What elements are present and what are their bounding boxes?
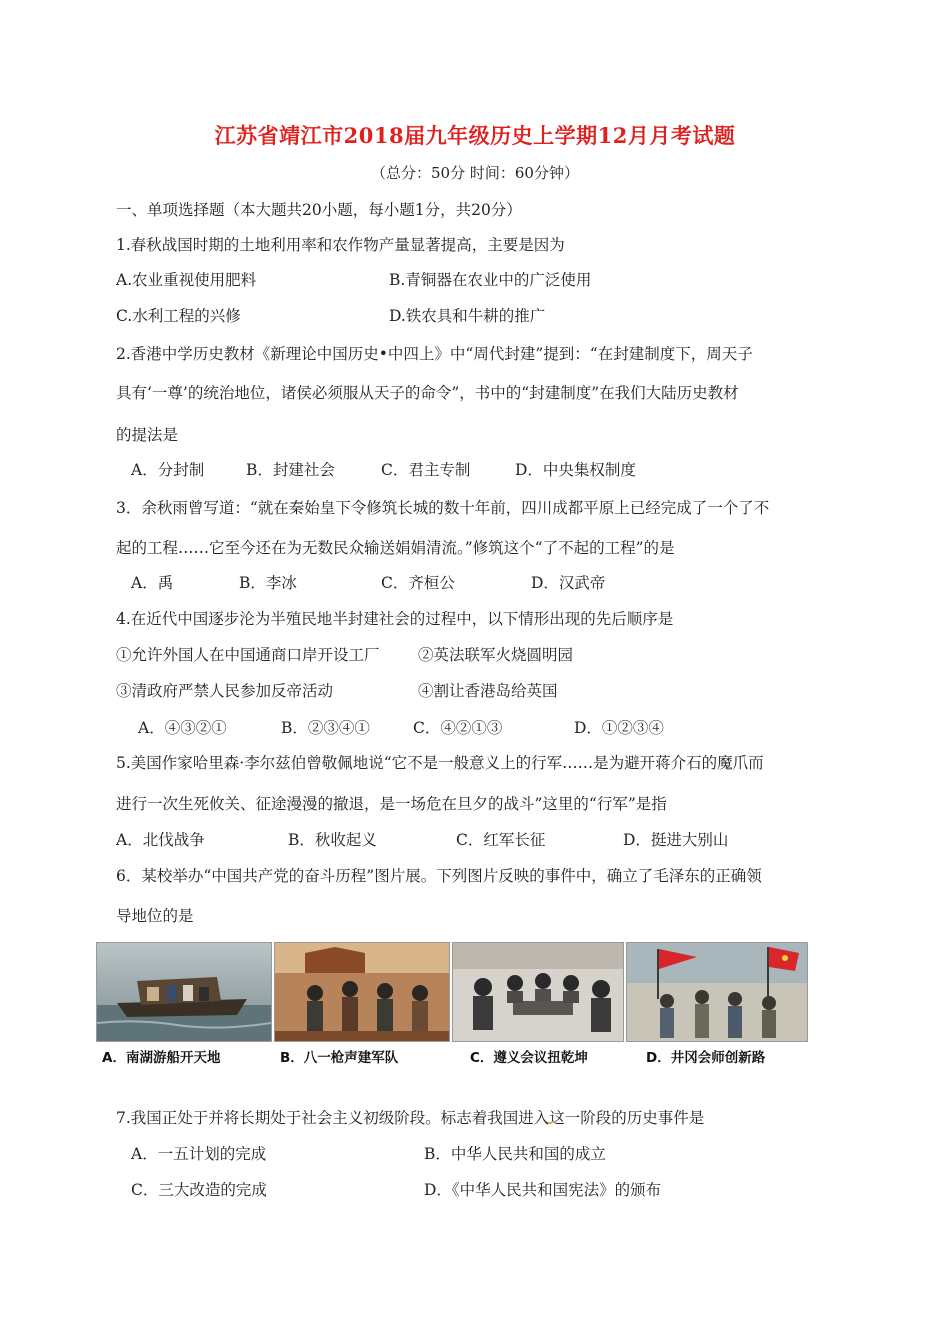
question-7-option-d: D．《中华人民共和国宪法》的颁布 [424,1181,662,1199]
page-title: 江苏省靖江市2018届九年级历史上学期12月月考试题 [214,123,736,148]
question-3-stem-line-1: 3．余秋雨曾写道：“就在秦始皇下令修筑长城的数十年前，四川成都平原上已经完成了一个了不 [116,499,770,517]
photo-caption-c: C．遵义会议扭乾坤 [470,1050,588,1066]
question-1-stem: 1.春秋战国时期的土地利用率和农作物产量显著提高，主要是因为 [116,236,565,254]
question-3-option-d: D．汉武帝 [531,574,606,592]
photo-nanhu-boat [96,942,272,1042]
question-1-option-c: C.水利工程的兴修 [116,307,241,325]
question-4-item-3: ③清政府严禁人民参加反帝活动 [116,682,334,700]
annotation-mark [547,1118,553,1124]
question-4-option-d: D．①②③④ [574,719,664,737]
question-3-option-b: B．李冰 [239,574,297,592]
question-2-option-d: D．中央集权制度 [515,461,636,479]
photo-caption-a: A．南湖游船开天地 [102,1050,221,1066]
question-1-option-d: D.铁农具和牛耕的推广 [389,307,546,325]
question-2-option-b: B．封建社会 [246,461,335,479]
question-2-option-a: A．分封制 [131,461,205,479]
question-2-option-c: C．君主专制 [381,461,471,479]
question-5-option-c: C．红军长征 [456,831,546,849]
exam-info: （总分：50分 时间：60分钟） [371,164,579,182]
question-6-stem-line-1: 6．某校举办“中国共产党的奋斗历程”图片展。下列图片反映的事件中，确立了毛泽东的正确领 [116,867,762,885]
question-6-stem-line-2: 导地位的是 [116,907,194,925]
question-5-option-a: A．北伐战争 [116,831,205,849]
photo-caption-b: B．八一枪声建军队 [280,1050,399,1066]
question-1-option-a: A.农业重视使用肥料 [116,271,257,289]
section-heading: 一、单项选择题（本大题共20小题，每小题1分，共20分） [116,201,522,219]
question-4-stem: 4.在近代中国逐步沦为半殖民地半封建社会的过程中，以下情形出现的先后顺序是 [116,610,674,628]
question-3-option-a: A．禹 [131,574,174,592]
photo-zunyi-meeting [452,942,624,1042]
question-4-option-b: B．②③④① [281,719,370,737]
question-2-stem-line-3: 的提法是 [116,426,179,444]
photo-caption-d: D．井冈会师创新路 [646,1050,766,1066]
question-4-item-1: ①允许外国人在中国通商口岸开设工厂 [116,646,380,664]
question-7-stem: 7.我国正处于并将长期处于社会主义初级阶段。标志着我国进入这一阶段的历史事件是 [116,1109,705,1127]
question-4-option-a: A．④③②① [138,719,227,737]
question-7-option-a: A．一五计划的完成 [131,1145,267,1163]
question-6-photo-strip [96,942,808,1070]
question-5-stem-line-1: 5.美国作家哈里森·李尔兹伯曾敬佩地说“它不是一般意义上的行军……是为避开蒋介石的魔爪而 [116,754,764,772]
question-5-option-d: D．挺进大别山 [623,831,729,849]
question-2-stem-line-2: 具有‘一尊’的统治地位，诸侯必须服从天子的命令”，书中的“封建制度”在我们大陆历史教材 [116,384,739,402]
photo-jinggang-meeting [626,942,808,1042]
question-4-option-c: C．④②①③ [413,719,503,737]
question-1-option-b: B.青铜器在农业中的广泛使用 [389,271,592,289]
photo-nanchang-uprising [274,942,450,1042]
question-5-option-b: B．秋收起义 [288,831,377,849]
question-7-option-c: C．三大改造的完成 [131,1181,267,1199]
question-7-option-b: B．中华人民共和国的成立 [424,1145,606,1163]
question-4-item-2: ②英法联军火烧圆明园 [418,646,574,664]
question-3-option-c: C．齐桓公 [381,574,455,592]
question-4-item-4: ④割让香港岛给英国 [418,682,558,700]
question-5-stem-line-2: 进行一次生死攸关、征途漫漫的撤退，是一场危在旦夕的战斗”这里的“行军”是指 [116,795,667,813]
question-3-stem-line-2: 起的工程……它至今还在为无数民众输送娟娟清流。”修筑这个“了不起的工程”的是 [116,539,675,557]
question-2-stem-line-1: 2.香港中学历史教材《新理论中国历史•中四上》中“周代封建”提到：“在封建制度下，周天子 [116,345,753,363]
